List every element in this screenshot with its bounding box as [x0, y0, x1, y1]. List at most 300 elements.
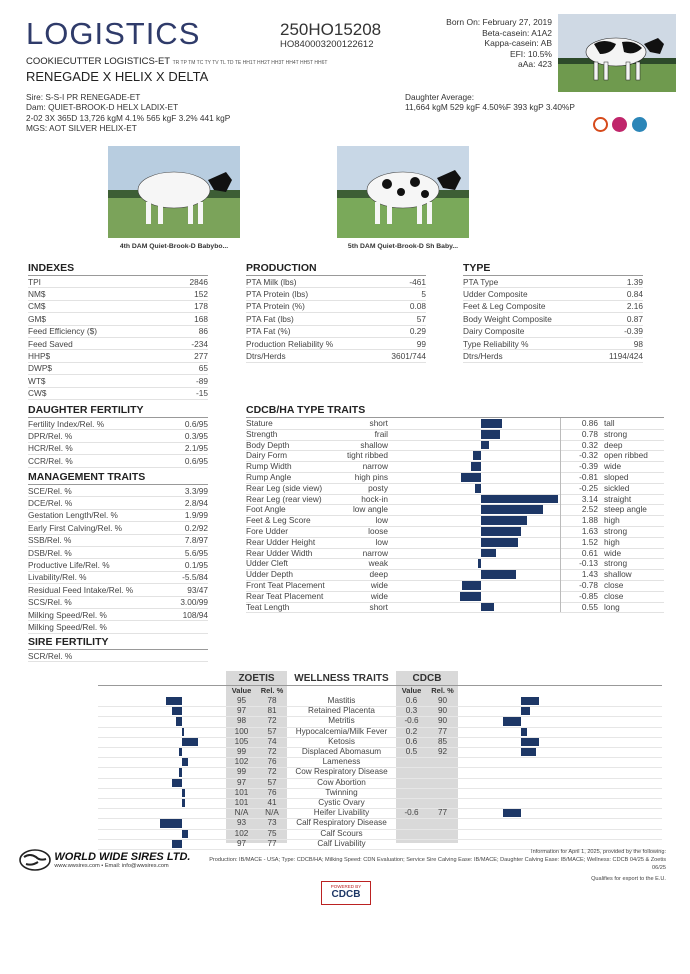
table-row [28, 455, 208, 467]
zoetis-rel: 78 [267, 696, 277, 705]
cdcb-type-title: CDCB/HA TYPE TRAITS [246, 404, 664, 418]
kappa-casein: Kappa-casein: AB [484, 38, 552, 48]
wellness-trait: Retained Placenta [308, 706, 375, 716]
cdcb-value: -0.32 [579, 450, 598, 461]
cdcb-well-rel [427, 767, 458, 777]
row-label: Feed Saved [28, 337, 170, 349]
cdcb-trait: Feet & Leg Score [246, 515, 311, 526]
cdcb-value: 3.14 [581, 493, 598, 504]
row-value: 0.1/95 [170, 559, 208, 571]
aaa: aAa: 423 [517, 59, 552, 69]
zoetis-bar [182, 789, 185, 797]
dam-name: Dam: QUIET-BROOK-D HELX LADIX-ET [26, 102, 179, 113]
cdcb-bar [481, 505, 543, 514]
cdcb-low-label: shallow [360, 439, 388, 450]
row-label: TPI [28, 276, 170, 288]
cdcb-bar [460, 592, 481, 601]
row-value: 0.87 [593, 313, 643, 325]
row-label: PTA Protein (lbs) [246, 288, 375, 300]
pedigree-info [26, 92, 230, 134]
table-row [246, 325, 426, 337]
row-label: DWP$ [28, 362, 170, 374]
table-row [463, 313, 643, 325]
cdcb-wellness-bar [521, 738, 539, 746]
dam-photo-5th [337, 146, 469, 238]
cdcb-high-label: high [604, 536, 620, 547]
cdcb-low-label: deep [369, 569, 388, 580]
row-value: 2.16 [593, 300, 643, 312]
cdcb-bar [481, 495, 558, 504]
table-row [246, 350, 426, 362]
zoetis-bar [166, 697, 182, 705]
row-value: 0.6/95 [166, 455, 208, 467]
cdcb-low-label: hock-in [361, 493, 388, 504]
zoetis-value: 97 [236, 838, 247, 848]
table-row [28, 362, 208, 374]
cdcb-wellness-bar [503, 809, 521, 817]
cdcb-trait: Stature [246, 418, 273, 428]
efi: EFI: 10.5% [509, 48, 552, 59]
cdcb-high-label: strong [604, 558, 628, 569]
table-row [246, 276, 426, 288]
cdcb-well-rel: 77 [437, 726, 448, 736]
row-label: Dtrs/Herds [246, 350, 375, 362]
cdcb-well-rel [427, 757, 458, 767]
row-value: 98 [593, 337, 643, 349]
cdcb-low-label: narrow [362, 461, 388, 472]
row-value: 57 [375, 313, 426, 325]
cdcb-bar [481, 430, 500, 439]
bull-name-logo: LOGISTICS [26, 16, 201, 51]
cdcb-low-label: high pins [354, 472, 388, 482]
cdcb-high-label: steep angle [604, 504, 647, 515]
cdcb-well-rel: 90 [437, 696, 448, 705]
cdcb-low-label: wide [370, 590, 388, 601]
cdcb-high-label: deep [604, 439, 623, 450]
table-row [463, 350, 643, 362]
sire-name: Sire: S-S-I PR RENEGADE-ET [26, 92, 141, 102]
cdcb-well-value: -0.6 [404, 716, 419, 726]
zoetis-rel: 72 [267, 767, 277, 777]
row-label: CW$ [28, 387, 170, 399]
zoetis-rel: 57 [267, 726, 277, 736]
row-label: Udder Composite [463, 288, 593, 300]
table-row [28, 546, 208, 558]
cdcb-well-value [396, 757, 427, 767]
cdcb-value: 2.52 [581, 504, 598, 515]
cdcb-well-rel [427, 818, 458, 828]
zoetis-bar [176, 717, 182, 725]
zoetis-bar [160, 819, 182, 827]
row-value: 5 [375, 288, 426, 300]
row-value: 65 [170, 362, 208, 374]
wellness-trait: Mastitis [327, 696, 356, 705]
cdcb-value: 0.55 [581, 601, 598, 612]
cdcb-value: 1.88 [581, 515, 598, 526]
wellness-trait: Hypocalcemia/Milk Fever [295, 726, 388, 736]
daughter-average [405, 92, 575, 113]
type-title: TYPE [463, 262, 643, 276]
cdcb-trait: Udder Cleft [246, 558, 288, 569]
pedigree-line: RENEGADE X HELIX X DELTA [26, 69, 209, 84]
indexes-section [28, 262, 208, 400]
cdcb-title: CDCB [412, 673, 442, 684]
cdcb-well-rel [427, 829, 458, 839]
cdcb-low-label: wide [370, 580, 388, 590]
management-table [28, 485, 208, 634]
wellness-title: WELLNESS TRAITS [294, 673, 389, 684]
zoetis-rel: 76 [267, 787, 277, 797]
row-label: Early First Calving/Rel. % [28, 522, 170, 534]
cdcb-wellness-bar [521, 728, 527, 736]
registered-name-text: COOKIECUTTER LOGISTICS-ET [26, 56, 170, 67]
cdcb-bar [481, 603, 494, 612]
row-label: NM$ [28, 288, 170, 300]
table-row [28, 571, 208, 583]
table-row [28, 584, 208, 596]
cdcb-trait: Rear Leg (side view) [246, 482, 323, 493]
row-label: Feet & Leg Composite [463, 300, 593, 312]
cdcb-trait: Strength [246, 428, 278, 439]
row-label: SCS/Rel. % [28, 596, 170, 608]
cdcb-trait: Fore Udder [246, 526, 288, 536]
table-row [28, 288, 208, 300]
row-value: 3.00/99 [170, 596, 208, 608]
table-row [28, 430, 208, 442]
zoetis-value-header: Value [231, 686, 252, 695]
row-label: Dtrs/Herds [463, 350, 593, 362]
cdcb-value: 0.61 [581, 547, 598, 558]
cdcb-high-label: open ribbed [604, 450, 648, 461]
row-label: Dairy Composite [463, 325, 593, 337]
production-section [246, 262, 426, 363]
zoetis-value: 101 [234, 798, 249, 807]
wellness-trait: Metritis [328, 716, 355, 726]
company-name: WORLD WIDE SIRES LTD. [54, 851, 191, 863]
birth-date: Born On: February 27, 2019 [446, 17, 552, 27]
cdcb-high-label: close [604, 580, 624, 590]
table-row [463, 276, 643, 288]
row-value [170, 621, 208, 633]
table-row [28, 418, 208, 430]
cdcb-value: 1.52 [581, 536, 598, 547]
row-value: 0.29 [375, 325, 426, 337]
row-value: 0.08 [375, 300, 426, 312]
stud-code: 250HO15208 [280, 20, 382, 39]
powered-by-cdcb-badge [321, 881, 371, 905]
table-row [28, 509, 208, 521]
cdcb-low-label: tight ribbed [346, 450, 388, 461]
row-label: PTA Fat (%) [246, 325, 375, 337]
daughter-fertility-section [28, 404, 208, 468]
row-label: PTA Milk (lbs) [246, 276, 375, 288]
cdcb-type-chart [246, 418, 664, 614]
row-value: -461 [375, 276, 426, 288]
table-row [463, 288, 643, 300]
row-label: Fertility Index/Rel. % [28, 418, 166, 430]
row-value: 168 [170, 313, 208, 325]
table-row [28, 497, 208, 509]
row-value: 1194/424 [593, 350, 643, 362]
zoetis-value: 102 [234, 828, 249, 838]
zoetis-value: 97 [236, 706, 247, 716]
cdcb-wellness-bar [521, 748, 536, 756]
table-row [28, 375, 208, 387]
wellness-trait: Calf Respiratory Disease [296, 818, 387, 828]
cdcb-low-label: low [375, 536, 388, 547]
table-row [28, 522, 208, 534]
cdcb-low-label: loose [368, 526, 388, 536]
cdcb-bar [481, 419, 502, 428]
cdcb-well-value: 0.3 [405, 706, 418, 716]
row-value: 152 [170, 288, 208, 300]
cdcb-trait: Body Depth [246, 439, 290, 450]
cdcb-low-label: weak [368, 558, 388, 569]
table-row [28, 621, 208, 633]
row-value: 0.6/95 [166, 418, 208, 430]
cdcb-well-value [396, 818, 427, 828]
cdcb-bar [471, 462, 481, 471]
row-value: -15 [170, 387, 208, 399]
zoetis-title: ZOETIS [238, 673, 275, 684]
wellness-trait: Cow Abortion [317, 777, 366, 787]
row-label: Milking Speed/Rel. % [28, 608, 170, 620]
table-row [28, 325, 208, 337]
daughter-average-label: Daughter Average: [405, 92, 475, 102]
zoetis-value: 102 [234, 757, 249, 767]
globe-icon [18, 849, 52, 871]
wellness-table [98, 671, 662, 848]
row-value: 7.8/97 [170, 534, 208, 546]
cdcb-high-label: straight [604, 493, 632, 504]
cdcb-divider [560, 418, 561, 612]
cdcb-well-rel: 90 [437, 706, 448, 716]
table-row [28, 313, 208, 325]
zoetis-value: 105 [234, 736, 249, 746]
cdcb-high-label: shallow [604, 569, 632, 580]
cdcb-trait: Rear Udder Height [246, 536, 316, 547]
zoetis-bar [182, 738, 198, 746]
cdcb-well-rel: 90 [437, 716, 448, 726]
zoetis-bar [172, 707, 182, 715]
zoetis-rel: 72 [267, 747, 277, 756]
cdcb-bar [481, 549, 496, 558]
cdcb-high-label: wide [604, 461, 622, 472]
footer-logo [18, 849, 190, 871]
cdcb-high-label: sickled [604, 482, 630, 493]
table-row [463, 325, 643, 337]
table-row [28, 276, 208, 288]
table-row [28, 534, 208, 546]
indexes-title: INDEXES [28, 262, 208, 276]
footer-info-line4: Qualifies for export to the E.U. [591, 875, 666, 882]
cdcb-well-rel: 77 [437, 808, 448, 818]
zoetis-bar [182, 758, 188, 766]
row-label: CM$ [28, 300, 170, 312]
genetic-codes: TR TP TM TC TY TV TL TD TE HH1T HH2T HH3T HH4T HH5T HH6T [172, 60, 328, 66]
cdcb-bar [481, 538, 518, 547]
cdcb-bar [461, 473, 481, 482]
row-label: Feed Efficiency ($) [28, 325, 170, 337]
cdcb-trait: Dairy Form [246, 450, 288, 461]
zoetis-bar [182, 728, 184, 736]
beta-casein: Beta-casein: A1A2 [482, 27, 552, 38]
dam-photo-4th [108, 146, 240, 238]
row-label: Productive Life/Rel. % [28, 559, 170, 571]
cdcb-low-label: low [375, 515, 388, 526]
row-label: SCR/Rel. % [28, 650, 208, 662]
cdcb-high-label: strong [604, 428, 628, 439]
company-contact[interactable]: www.wwsires.com • Email: info@wwsires.com [54, 863, 169, 869]
cdcb-value: -0.13 [579, 558, 598, 569]
zoetis-bar [182, 799, 185, 807]
cdcb-high-label: tall [604, 418, 615, 428]
wellness-trait: Calf Scours [320, 828, 363, 838]
row-label: SCE/Rel. % [28, 485, 170, 497]
row-value: -234 [170, 337, 208, 349]
cdcb-high-label: close [604, 590, 624, 601]
row-value: 178 [170, 300, 208, 312]
zoetis-value: 99 [236, 747, 247, 756]
cdcb-well-rel [427, 788, 458, 798]
cdcb-row-line [246, 602, 664, 614]
wellness-trait: Cow Respiratory Disease [295, 767, 388, 777]
row-label: SSB/Rel. % [28, 534, 170, 546]
cdcb-well-rel [427, 778, 458, 788]
cdcb-well-value: -0.6 [404, 808, 419, 818]
trait-icons [593, 117, 649, 132]
powered-name: CDCB [331, 889, 361, 900]
cdcb-value: 0.78 [581, 428, 598, 439]
row-value: -0.39 [593, 325, 643, 337]
wellness-trait: Lameness [322, 757, 361, 767]
production-title: PRODUCTION [246, 262, 426, 276]
cdcb-wellness-bar [521, 697, 539, 705]
type-table [463, 276, 643, 363]
row-label: Livability/Rel. % [28, 571, 170, 583]
indexes-table [28, 276, 208, 400]
cdcb-well-value: 0.6 [405, 736, 418, 746]
sire-fertility-table [28, 650, 208, 662]
footer-info-line3: 06/25 [652, 865, 666, 872]
sire-fertility-title: SIRE FERTILITY [28, 636, 208, 650]
zoetis-value: 95 [236, 696, 247, 705]
zoetis-rel: N/A [265, 808, 279, 818]
zoetis-value: 93 [236, 818, 247, 828]
daughter-fertility-table [28, 418, 208, 468]
wellness-trait: Ketosis [328, 736, 355, 746]
female-icon [612, 117, 627, 132]
cdcb-trait: Rear Udder Width [246, 547, 313, 558]
genomic-icon [593, 117, 608, 132]
row-value: 3.3/99 [170, 485, 208, 497]
row-value: 2.8/94 [170, 497, 208, 509]
dam-photo-5th-caption: 5th DAM Quiet-Brook-D Sh Baby... [347, 243, 459, 250]
table-row [28, 650, 208, 662]
cdcb-high-label: sloped [604, 472, 629, 482]
cdcb-value: 1.43 [581, 569, 598, 580]
cdcb-bar [481, 441, 489, 450]
cdcb-low-label: posty [368, 482, 388, 493]
cdcb-well-value [396, 767, 427, 777]
row-label: PTA Fat (lbs) [246, 313, 375, 325]
cdcb-low-label: low angle [352, 504, 388, 515]
cdcb-low-label: short [369, 601, 388, 612]
dam-record: 2-02 3X 365D 13,726 kgM 4.1% 565 kgF 3.2% 441 kgP [26, 112, 231, 123]
row-label: HHP$ [28, 350, 170, 362]
cdcb-well-rel: 92 [437, 747, 448, 756]
zoetis-rel: 41 [267, 798, 277, 807]
row-value: 277 [170, 350, 208, 362]
cdcb-high-label: high [604, 515, 620, 526]
cdcb-rel-header: Rel. % [431, 686, 454, 695]
table-row [246, 288, 426, 300]
cdcb-trait: Udder Depth [246, 569, 294, 580]
row-value: 2.1/95 [166, 442, 208, 454]
table-row [246, 337, 426, 349]
footer-info-line2: Production: IB/MACE - USA; Type: CDCB/HA; Milking Speed: CDN Evaluation; Service Sire Calving Ease: IB/MACE; Daughter Calving Ease: IB/MACE; Wellness: CDCB 04/25 & Zoetis [209, 857, 666, 864]
zoetis-rel: 75 [267, 828, 277, 838]
zoetis-rel: 81 [267, 706, 277, 716]
table-row [246, 300, 426, 312]
table-row [463, 300, 643, 312]
row-label: DSB/Rel. % [28, 546, 170, 558]
row-label: CCR/Rel. % [28, 455, 166, 467]
zoetis-value: 97 [236, 777, 247, 787]
mgs-name: MGS: AOT SILVER HELIX-ET [26, 123, 137, 134]
cdcb-trait: Rear Leg (rear view) [246, 493, 322, 504]
zoetis-bar [179, 748, 182, 756]
cdcb-trait: Rump Width [246, 461, 292, 472]
cdcb-value: 0.86 [581, 418, 598, 428]
cdcb-wellness-bar [521, 707, 530, 715]
cdcb-value: -0.39 [579, 461, 598, 472]
table-row [28, 350, 208, 362]
sire-fertility-section [28, 636, 208, 662]
row-label: Production Reliability % [246, 337, 375, 349]
type-section [463, 262, 643, 363]
footer-info [209, 848, 666, 883]
wellness-trait: Heifer Livability [313, 808, 370, 818]
cdcb-trait: Front Teat Placement [246, 580, 325, 590]
powered-label: POWERED BY [330, 884, 362, 889]
row-label: Milking Speed/Rel. % [28, 621, 170, 633]
cdcb-bar [481, 527, 521, 536]
row-value: -89 [170, 375, 208, 387]
cdcb-well-rel: 85 [437, 736, 448, 746]
row-label: DPR/Rel. % [28, 430, 166, 442]
row-value: -5.5/84 [170, 571, 208, 583]
zoetis-value: 99 [236, 767, 247, 777]
row-label: GM$ [28, 313, 170, 325]
cdcb-trait: Foot Angle [246, 504, 286, 515]
row-value: 108/94 [170, 608, 208, 620]
cdcb-value: -0.78 [579, 580, 598, 590]
table-row [463, 337, 643, 349]
row-value: 3601/744 [375, 350, 426, 362]
cdcb-well-rel [427, 798, 458, 808]
registered-name [26, 56, 327, 67]
cdcb-value: 0.32 [581, 439, 598, 450]
cow-icon [632, 117, 647, 132]
cdcb-value: -0.81 [579, 472, 598, 482]
dam-photo-4th-caption: 4th DAM Quiet-Brook-D Babybo... [119, 243, 229, 250]
production-table [246, 276, 426, 363]
cdcb-high-label: strong [604, 526, 628, 536]
table-row [28, 300, 208, 312]
table-row [246, 313, 426, 325]
cdcb-trait: Rear Teat Placement [246, 590, 324, 601]
